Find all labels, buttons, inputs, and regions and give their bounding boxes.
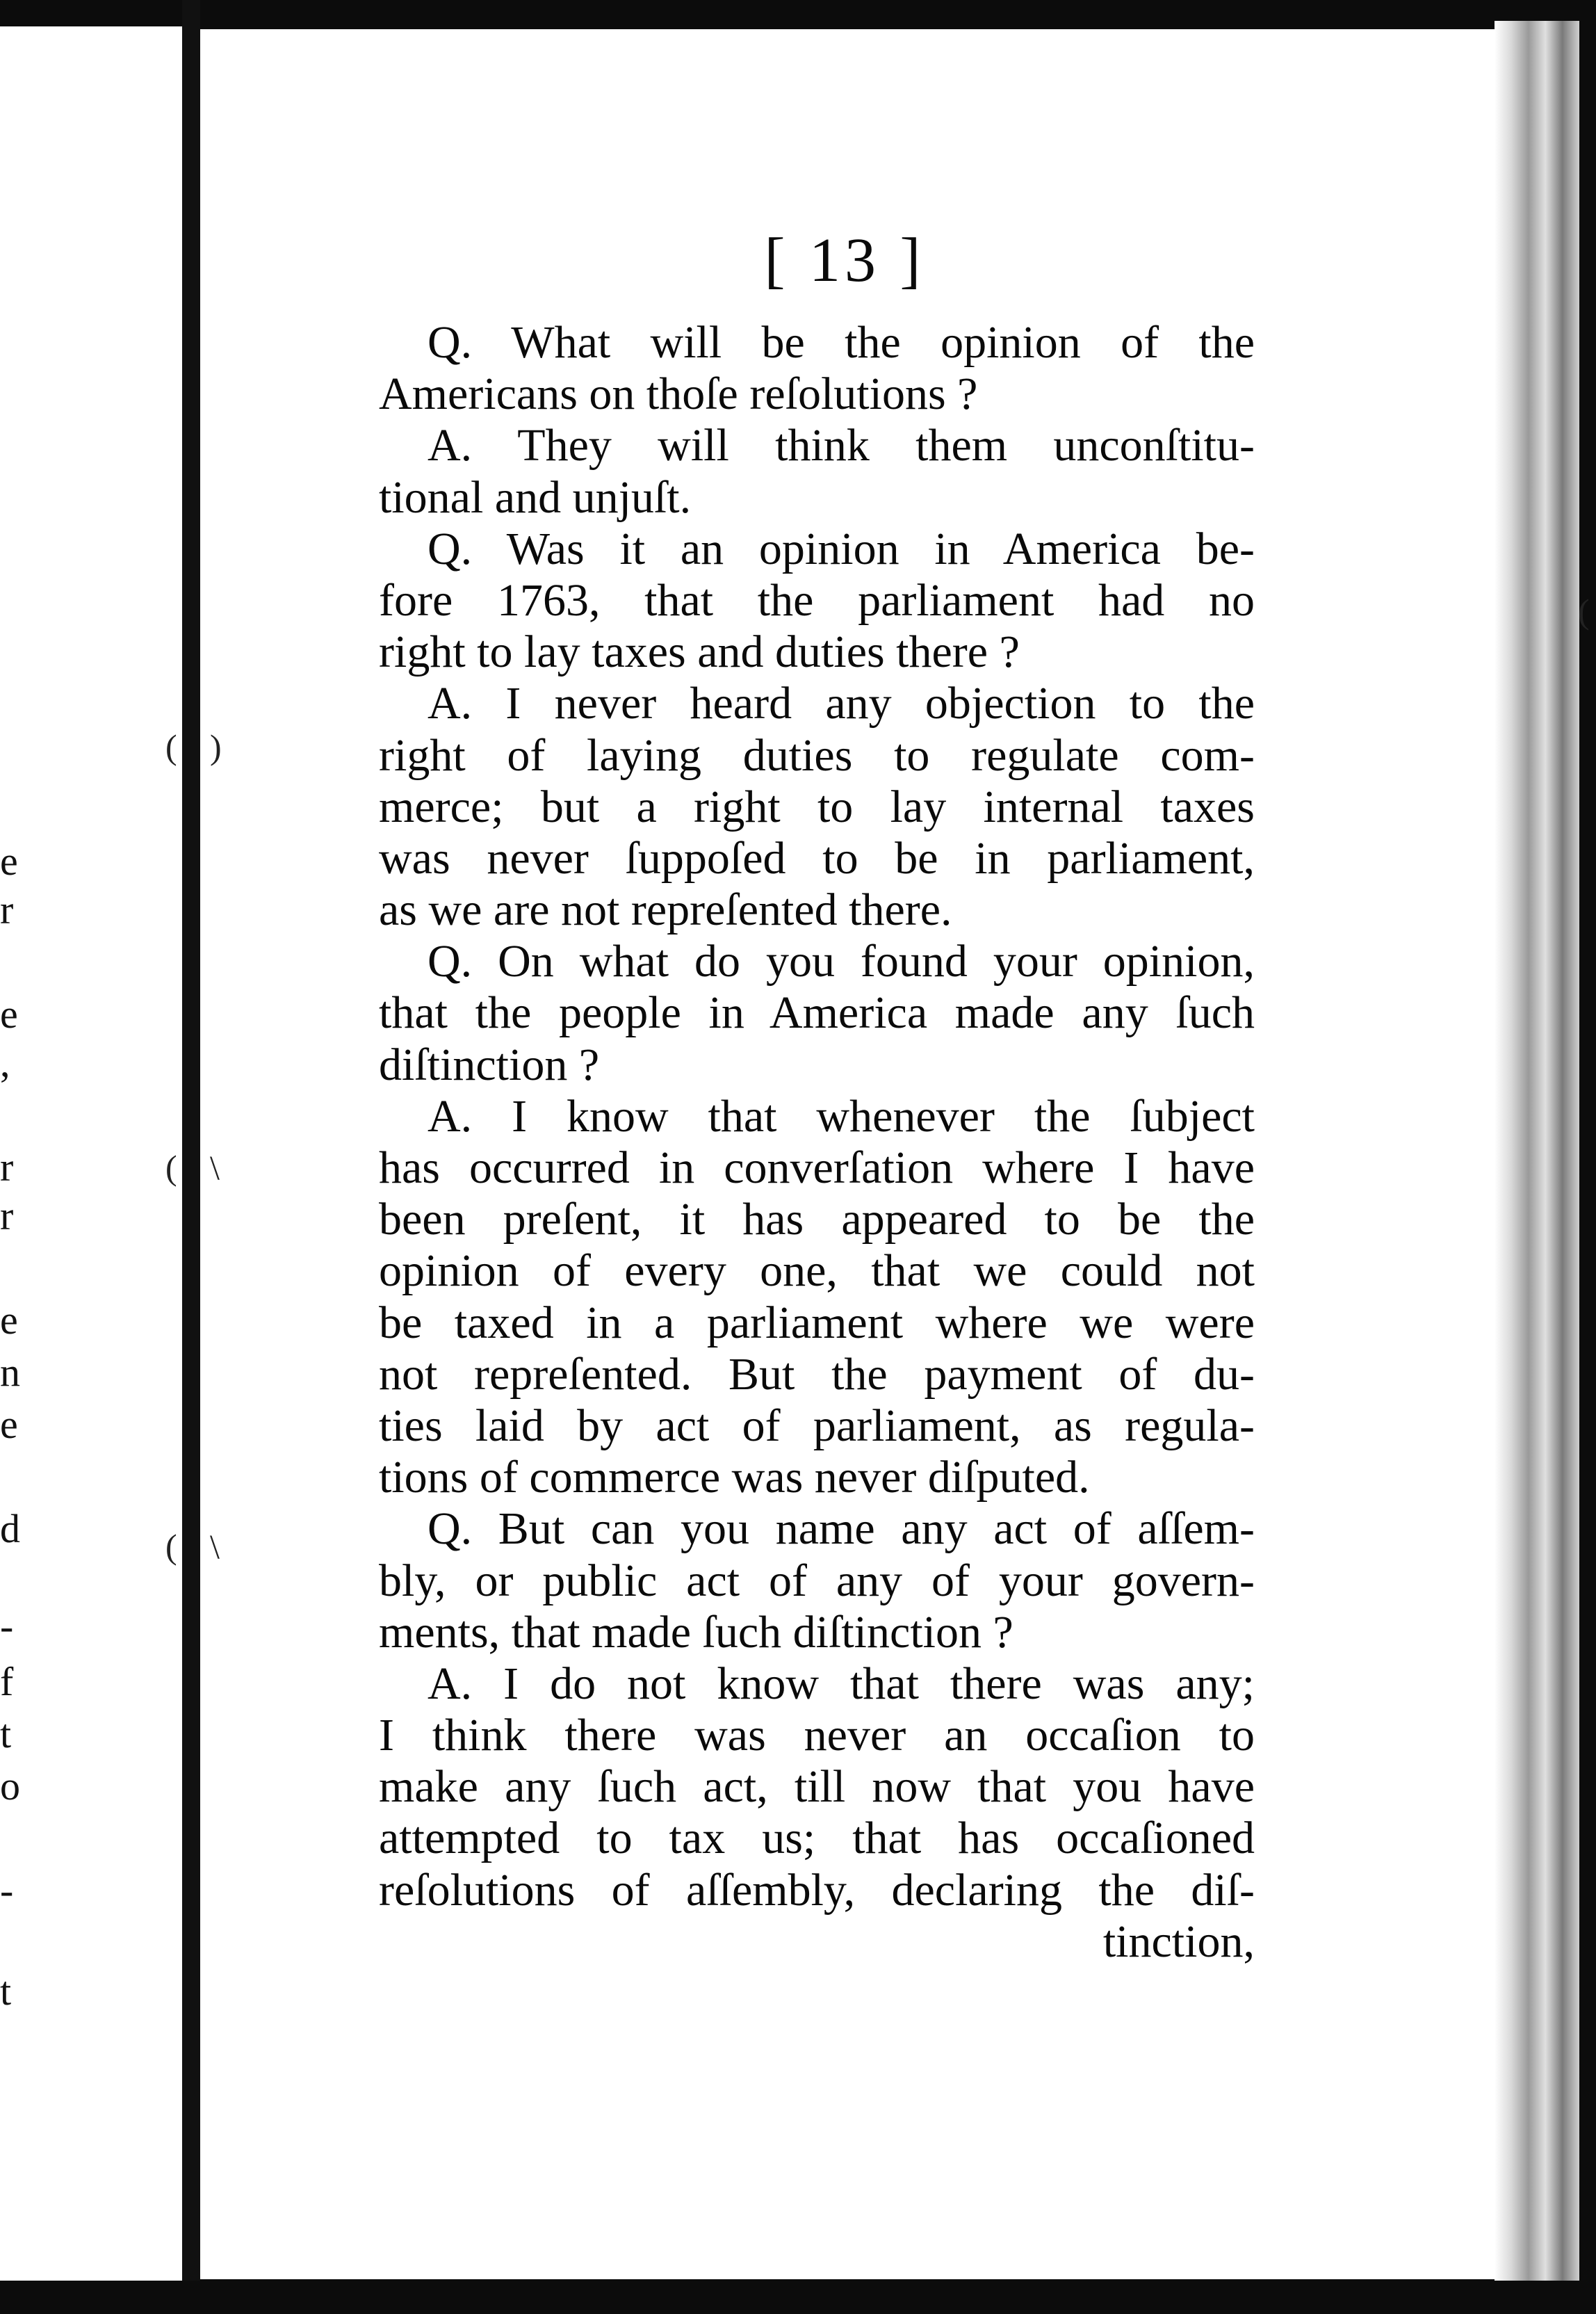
left-page-text-fragments (0, 0, 28, 2314)
gutter-stitch-mark: \ (210, 1148, 220, 1187)
fore-edge-mark: ( (1578, 592, 1590, 631)
text-line: has occurred in converſation where I have (379, 1142, 1255, 1193)
text-line: I think there was never an occaſion to (379, 1710, 1255, 1761)
text-line: merce; but a right to lay internal taxes (379, 781, 1255, 832)
text-line: be taxed in a parliament where we were (379, 1297, 1255, 1348)
text-line: right of laying duties to regulate com- (379, 729, 1255, 781)
left-fragment: e (0, 994, 18, 1035)
text-line: tinction, (1102, 1916, 1255, 1967)
left-fragment: o (0, 1766, 20, 1806)
left-fragment: - (0, 1606, 14, 1646)
text-line: fore 1763, that the parliament had no (379, 574, 1255, 626)
left-fragment: e (0, 841, 18, 882)
text-line: Q. Was it an opinion in America be- (427, 523, 1255, 574)
page-number: [ 13 ] (764, 226, 925, 295)
book-gutter (182, 0, 200, 2314)
left-fragment: d (0, 1509, 20, 1549)
text-line: bly, or public act of any of your govern- (379, 1555, 1255, 1606)
text-line: A. I do not know that there was any; (427, 1658, 1255, 1709)
text-line: Q. On what do you found your opinion, (427, 936, 1255, 987)
text-line: was never ſuppoſed to be in parliament, (379, 832, 1255, 884)
text-line: as we are not repreſented there. (379, 884, 952, 936)
text-line: diſtinction ? (379, 1039, 600, 1090)
left-fragment: r (0, 1147, 14, 1188)
text-line: not repreſented. But the payment of du- (379, 1348, 1255, 1400)
text-line: reſolutions of aſſembly, declaring the diſ- (379, 1864, 1255, 1916)
text-line: tional and unjuſt. (379, 471, 692, 523)
page-fore-edge (1495, 21, 1579, 2281)
text-line: ties laid by act of parliament, as regula- (379, 1400, 1255, 1451)
text-line: ments, that made ſuch diſtinction ? (379, 1606, 1013, 1658)
text-line: Q. What will be the opinion of the (427, 317, 1255, 368)
text-line: right to lay taxes and duties there ? (379, 626, 1020, 678)
left-fragment: e (0, 1405, 18, 1445)
text-line: tions of commerce was never diſputed. (379, 1452, 1090, 1503)
text-line: attempted to tax us; that has occaſioned (379, 1813, 1255, 1864)
bottom-scan-border (0, 2281, 1596, 2314)
top-scan-border (0, 0, 1596, 26)
text-line: that the people in America made any ſuch (379, 987, 1255, 1039)
left-fragment: t (0, 1971, 12, 2012)
gutter-stitch-mark: ( (165, 1527, 177, 1566)
text-line: been preſent, it has appeared to be the (379, 1194, 1255, 1245)
text-line: A. I never heard any objection to the (427, 678, 1255, 729)
text-line: opinion of every one, that we could not (379, 1245, 1255, 1297)
gutter-stitch-mark: ) (210, 727, 222, 766)
text-line: Americans on thoſe reſolutions ? (379, 369, 978, 420)
left-fragment: e (0, 1300, 18, 1341)
text-line: A. They will think them unconſtitu- (427, 420, 1255, 471)
text-lines (379, 317, 1255, 1968)
left-fragment: r (0, 890, 14, 930)
left-fragment: , (0, 1043, 10, 1083)
left-fragment: t (0, 1714, 12, 1754)
left-fragment: - (0, 1870, 14, 1911)
text-line: make any ſuch act, till now that you have (379, 1761, 1255, 1813)
text-line: Q. But can you name any act of aſſem- (427, 1503, 1255, 1555)
gutter-stitch-mark: ( (165, 1148, 177, 1187)
left-fragment: r (0, 1196, 14, 1236)
left-fragment: n (0, 1352, 20, 1393)
left-fragment: f (0, 1662, 14, 1702)
gutter-stitch-mark: ( (165, 727, 177, 766)
page-text-block (379, 226, 1255, 1968)
gutter-stitch-mark: \ (210, 1527, 220, 1566)
text-line: A. I know that whenever the ſubject (427, 1090, 1255, 1142)
